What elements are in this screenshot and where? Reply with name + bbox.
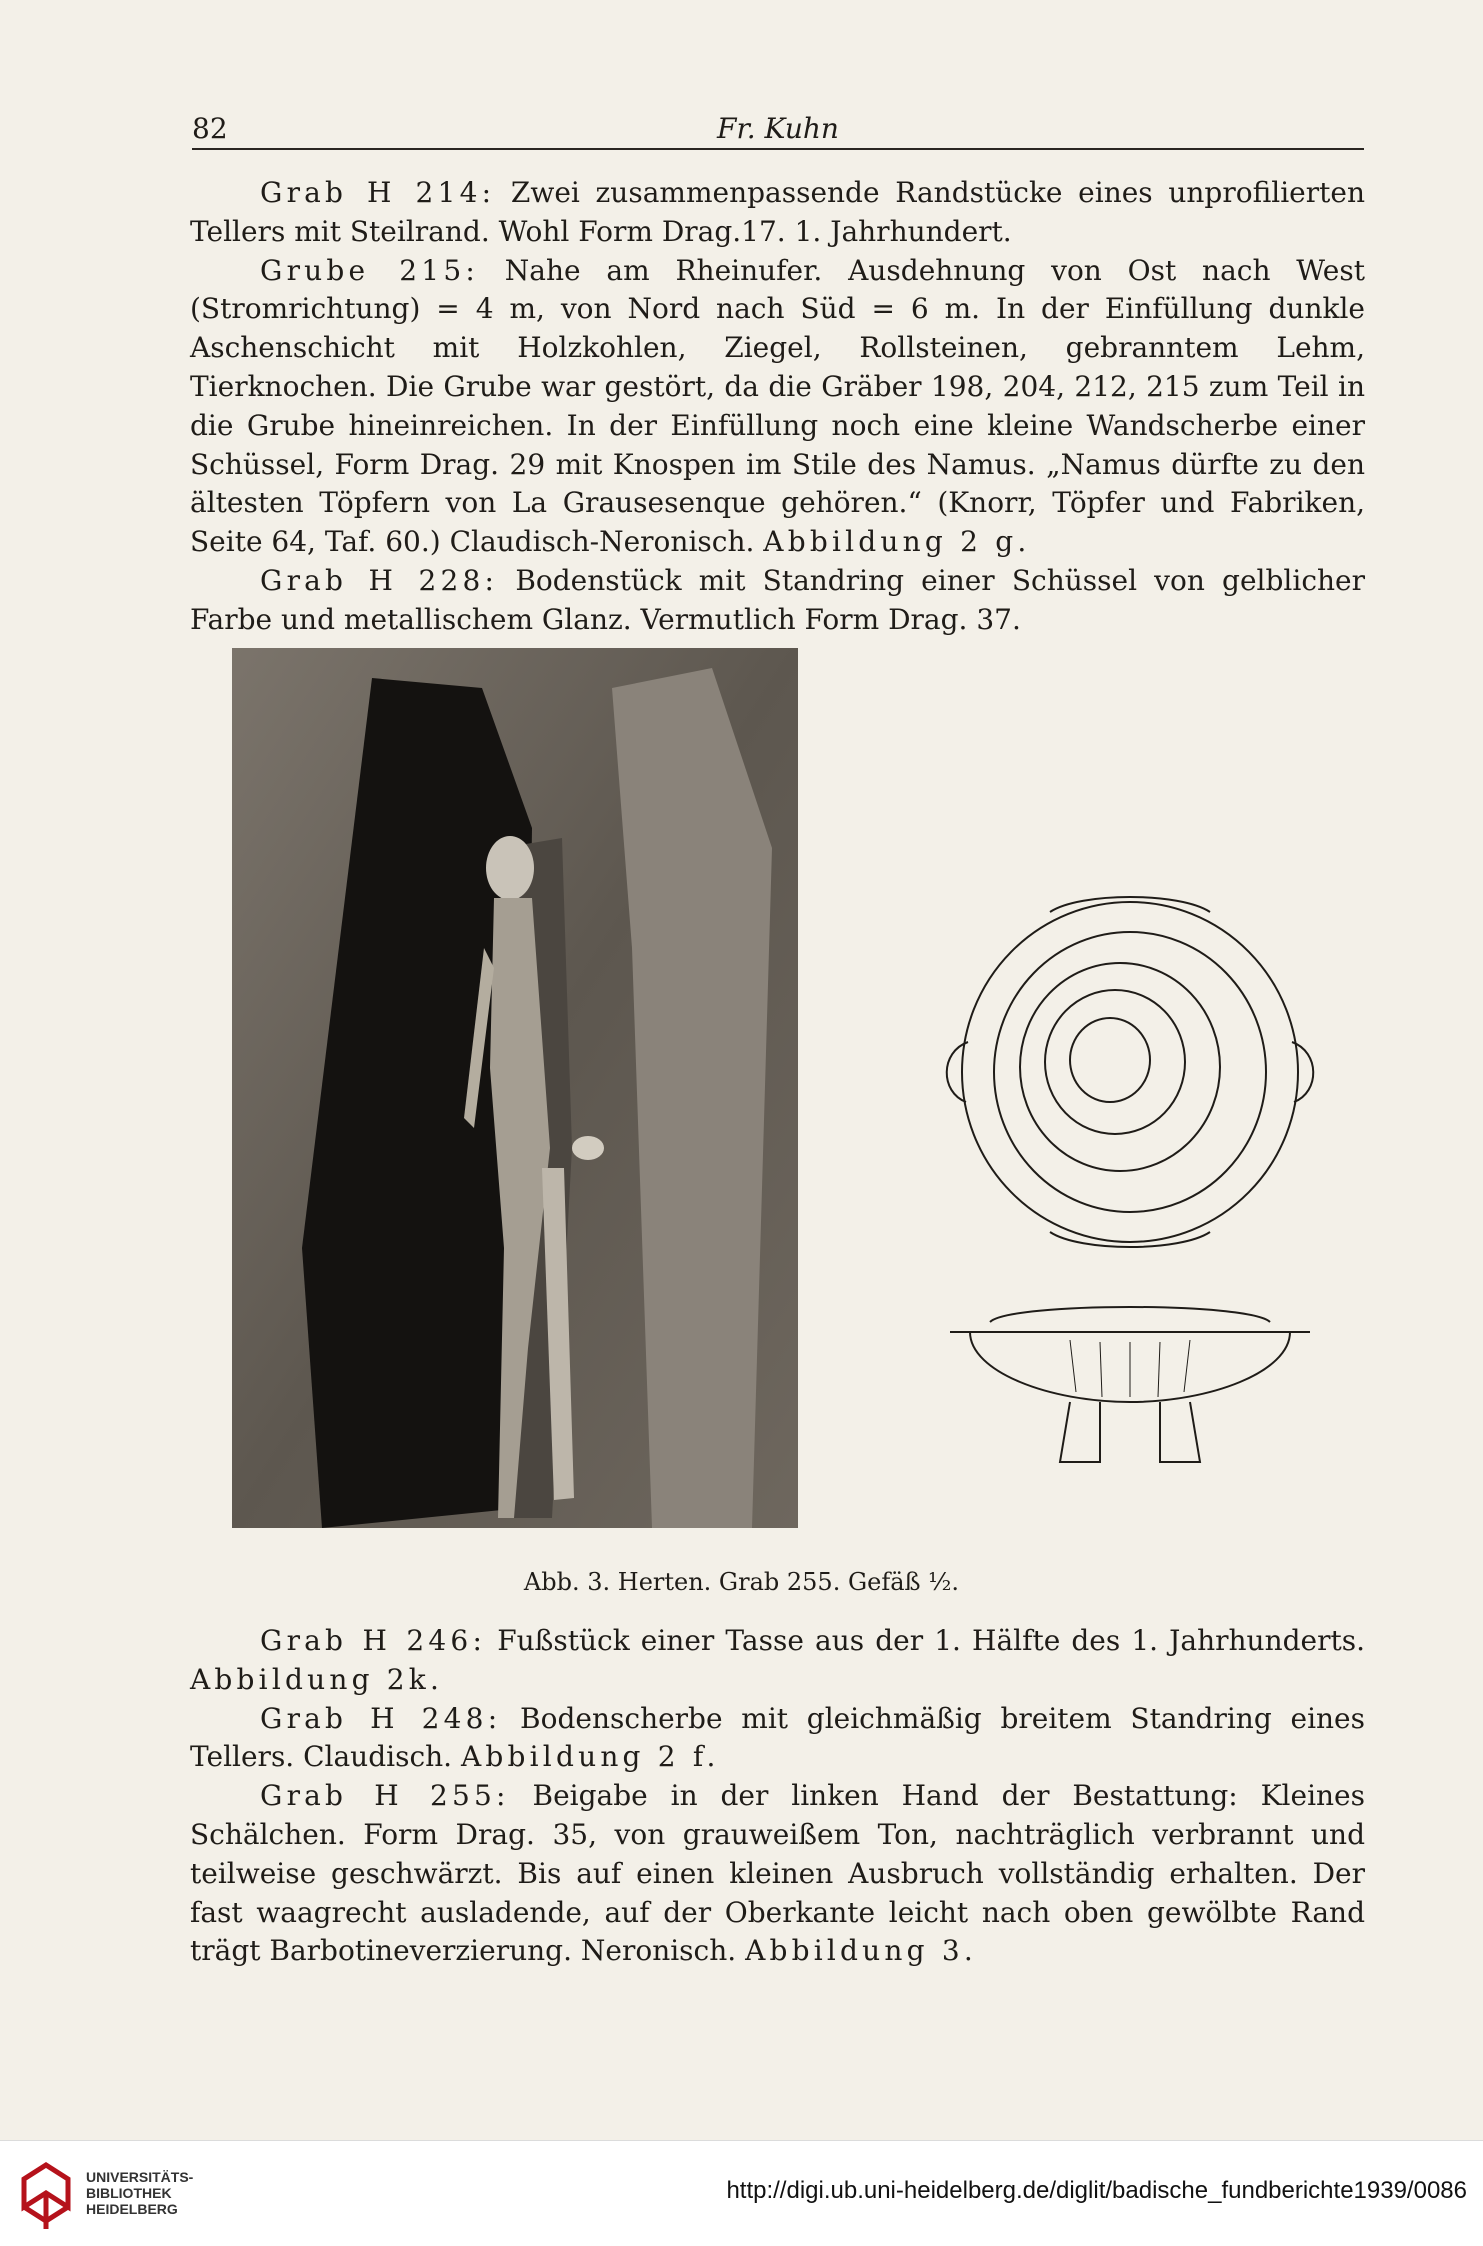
text-block-bottom bbox=[190, 1622, 1365, 1971]
entry-text: Nahe am Rheinufer. Ausdehnung von Ost nach West (Stromrichtung) = 4 m, von Nord nach Süd = 6 m. In der Einfüllung dunkle Aschenschicht mit Holzkohlen, Ziegel, Rollsteinen, gebranntem Lehm, Tierknochen. Die Grube war gestört, da die Gräber 198, 204, 212, 215 zum Teil in die Grube hineinreichen. In der Einfüllung noch eine kleine Wandscherbe einer Schüssel, Form Drag. 29 mit Knospen im Stile des Namus. „Namus dürfte zu den ältesten Töpfern von La Grausesenque gehören.“ (Knorr, Töpfer und Fabriken, Seite 64, Taf. 60.) Claudisch-Neronisch. bbox=[190, 253, 1365, 559]
text-block-top bbox=[190, 174, 1365, 640]
entry-label: Grab H 214: bbox=[260, 176, 496, 209]
entry-text: Fußstück einer Tasse aus der 1. Hälfte des 1. Jahrhunderts. bbox=[486, 1624, 1366, 1657]
paragraph-grab-h-246 bbox=[190, 1622, 1365, 1700]
entry-label: Grab H 246: bbox=[260, 1624, 487, 1657]
library-name-line: BIBLIOTHEK bbox=[86, 2185, 172, 2201]
entry-label: Grab H 255: bbox=[260, 1779, 510, 1813]
figure-reference: Abbildung 3. bbox=[745, 1934, 977, 1968]
entry-text: Bodenstück mit Standring einer Schüssel von gelblicher Farbe und metallischem Glanz. Vermutlich Form Drag. 37. bbox=[190, 563, 1365, 636]
entry-text: Bodenscherbe mit gleichmäßig breitem Standring eines Tellers. Claudisch. bbox=[190, 1701, 1365, 1774]
bowl-line-drawing bbox=[930, 892, 1330, 1472]
paragraph-grab-h-248 bbox=[190, 1700, 1365, 1778]
paragraph-grab-h-214 bbox=[190, 174, 1365, 252]
running-head bbox=[192, 108, 1364, 150]
page-number: 82 bbox=[192, 112, 228, 145]
figure-caption: Abb. 3. Herten. Grab 255. Gefäß ½. bbox=[523, 1568, 960, 1596]
entry-text: Beigabe in der linken Hand der Bestattung: Kleines Schälchen. Form Drag. 35, von grauweißem Ton, nachträglich verbrannt und teilweise geschwärzt. Bis auf einen kleinen Ausbruch vollständig erhalten. Der fast waagrecht ausladende, auf der Oberkante leicht nach oben gewölbte Rand trägt Barbotineverzierung. Neronisch. bbox=[190, 1779, 1365, 1968]
paragraph-grab-h-228 bbox=[190, 562, 1365, 640]
vessel-drawing bbox=[930, 892, 1330, 1472]
library-name-line: HEIDELBERG bbox=[86, 2201, 178, 2217]
library-name-line: UNIVERSITÄTS- bbox=[86, 2169, 194, 2185]
figure-reference: Abbildung 2 g. bbox=[763, 525, 1031, 559]
figure-reference: Abbildung 2k. bbox=[190, 1662, 444, 1696]
entry-label: Grab H 228: bbox=[260, 563, 499, 597]
paragraph-grube-215 bbox=[190, 252, 1365, 562]
paragraph-grab-h-255 bbox=[190, 1777, 1365, 1971]
entry-text: Zwei zusammenpassende Randstücke eines unprofilierten Tellers mit Steilrand. Wohl Form Drag.17. 1. Jahrhundert. bbox=[190, 176, 1365, 248]
source-url-link[interactable]: http://digi.ub.uni-heidelberg.de/diglit/badische_fundberichte1939/0086 bbox=[726, 2177, 1467, 2204]
library-name bbox=[86, 2169, 193, 2217]
entry-label: Grab H 248: bbox=[260, 1701, 502, 1735]
digitization-footer bbox=[0, 2140, 1483, 2246]
library-logo-icon bbox=[16, 2159, 76, 2233]
figure-reference: Abbildung 2 f. bbox=[460, 1740, 720, 1774]
grave-photo-illustration bbox=[232, 648, 798, 1528]
entry-label: Grube 215: bbox=[260, 253, 479, 287]
page-header-title: Fr. Kuhn bbox=[717, 112, 839, 145]
grave-photograph bbox=[232, 648, 798, 1528]
